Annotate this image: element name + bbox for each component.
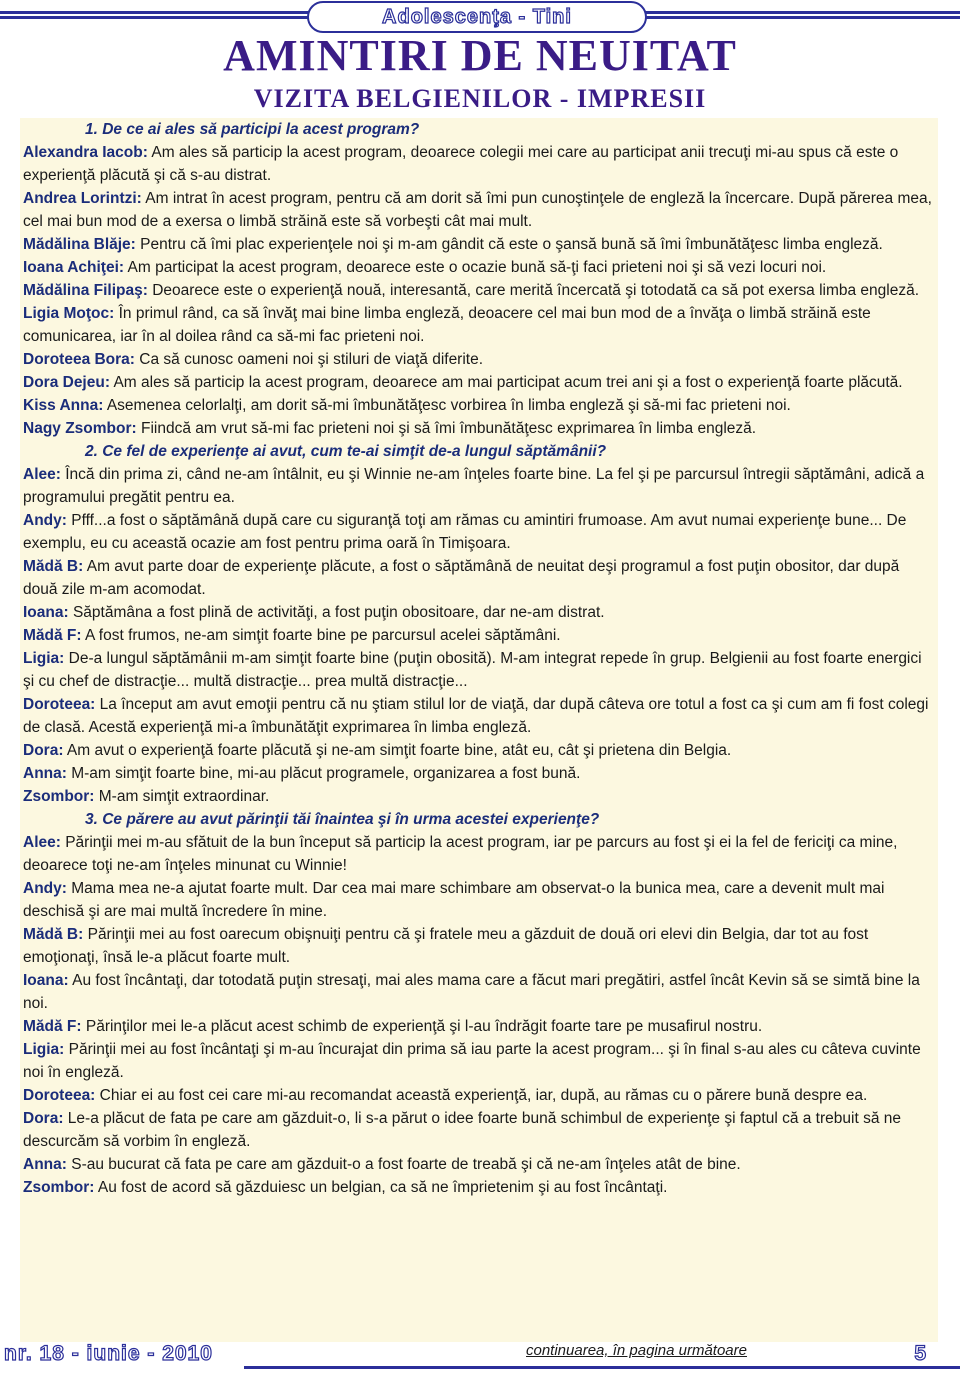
question-3: 3. Ce părere au avut părinţii tăi înaintea şi în urma acestei experienţe?: [85, 811, 600, 828]
respondent-name: Mădă B:: [23, 558, 84, 575]
answer-paragraph: [23, 624, 936, 647]
answer-text: Ca să cunosc oameni noi şi stiluri de viaţă diferite.: [134, 351, 484, 368]
answer-text: În primul rând, ca să învăţ mai bine limba engleză, deoacere cel mai bun mod de a învăţa o limbă străină este comunicarea, iar în al doilea rând ca să-mi fac prieteni noi.: [23, 305, 871, 345]
answer-text: Încă din prima zi, când ne-am întâlnit, eu şi Winnie ne-am înţeles foarte bine. La fel şi pe parcursul întregii săptămâni, adică a programului pregătit pentru ea.: [23, 466, 925, 506]
answer-paragraph: [23, 923, 936, 969]
respondent-name: Zsombor:: [23, 1179, 95, 1196]
respondent-name: Doroteea Bora:: [23, 351, 135, 368]
respondent-name: Mădă F:: [23, 627, 82, 644]
respondent-name: Mădălina Filipaş:: [23, 282, 148, 299]
respondent-name: Ioana Achiţei:: [23, 259, 125, 276]
answer-paragraph: [23, 1153, 936, 1176]
answer-paragraph: [23, 785, 936, 808]
answer-paragraph: [23, 601, 936, 624]
answers-2: [23, 463, 936, 808]
respondent-name: Mădălina Blăje:: [23, 236, 136, 253]
respondent-name: Alee:: [23, 834, 61, 851]
answer-text: M-am simţit extraordinar.: [94, 788, 270, 805]
footer: [0, 1342, 960, 1372]
respondent-name: Andy:: [23, 512, 67, 529]
answer-text: Au fost de acord să găzduiesc un belgian, ca să ne împrietenim şi au fost încântaţi.: [94, 1179, 668, 1196]
answer-paragraph: [23, 1015, 936, 1038]
answer-paragraph: [23, 1107, 936, 1153]
respondent-name: Andy:: [23, 880, 67, 897]
respondent-name: Kiss Anna:: [23, 397, 104, 414]
answer-text: Am ales să particip la acest program, deoarece am mai participat acum trei ani şi a fost o experienţă foarte plăcută.: [110, 374, 903, 391]
answer-paragraph: [23, 555, 936, 601]
answer-text: Am avut parte doar de experienţe plăcute, a fost o săptămână de neuitat deşi programul a fost puţin obositor, dar după două zile m-am acomodat.: [23, 558, 900, 598]
answer-text: Părinţilor mei le-a plăcut acest schimb de experienţă şi l-au îndrăgit foarte tare pe musafirul nostru.: [81, 1018, 763, 1035]
answer-paragraph: [23, 739, 936, 762]
answer-paragraph: [23, 969, 936, 1015]
answer-text: Am intrat în acest program, pentru că am dorit să îmi pun cunoştinţele de engleză la încercare. După părerea mea, cel mai bun mod de a exersa o limbă străină este să vorbeşti cât mai mult.: [23, 190, 932, 230]
respondent-name: Dora:: [23, 742, 64, 759]
answer-paragraph: [23, 463, 936, 509]
answer-paragraph: [23, 302, 936, 348]
section-badge: [307, 1, 647, 33]
issue-label: nr. 18 - iunie - 2010: [4, 1342, 213, 1365]
answers-3: [23, 831, 936, 1199]
answer-text: Am avut o experienţă foarte plăcută şi ne-am simţit foarte bine, atât eu, cât şi prietena din Belgia.: [63, 742, 732, 759]
answer-paragraph: [23, 693, 936, 739]
respondent-name: Ligia Moţoc:: [23, 305, 115, 322]
answer-paragraph: [23, 256, 936, 279]
answer-paragraph: [23, 394, 936, 417]
answer-text: Chiar ei au fost cei care mi-au recomandat această experienţă, iar, după, au rămas cu o părere bună despre ea.: [95, 1087, 868, 1104]
answer-text: La început am avut emoţii pentru că nu ştiam stilul lor de viaţă, dar după câteva ore totul a fost ca şi cum am fi fost colegi de clasă. Acestă experienţă mi-a îmbunătăţit exprimarea în limba engleză.: [23, 696, 929, 736]
answers-1: [23, 141, 936, 440]
answer-paragraph: [23, 141, 936, 187]
respondent-name: Anna:: [23, 765, 67, 782]
respondent-name: Ioana:: [23, 604, 69, 621]
answer-paragraph: [23, 1084, 936, 1107]
respondent-name: Alee:: [23, 466, 61, 483]
answer-text: Săptămâna a fost plină de activităţi, a fost puţin obositoare, dar ne-am distrat.: [68, 604, 605, 621]
answer-paragraph: [23, 509, 936, 555]
page-title: AMINTIRI DE NEUITAT: [223, 31, 737, 80]
respondent-name: Ligia:: [23, 1041, 65, 1058]
section-label: Adolescenţa - Tini: [382, 5, 572, 28]
answer-text: A fost frumos, ne-am simţit foarte bine pe parcursul acelei săptămâni.: [81, 627, 561, 644]
answer-text: Asemenea celorlalţi, am dorit să-mi îmbunătăţesc vorbirea în limba engleză şi să-mi fac prieteni noi.: [103, 397, 791, 414]
answer-text: Pentru că îmi plac experienţele noi şi m-am gândit că este o şansă bună să îmi îmbunătăţesc limba engleză.: [135, 236, 883, 253]
answer-paragraph: [23, 877, 936, 923]
answer-paragraph: [23, 371, 936, 394]
respondent-name: Doroteea:: [23, 696, 96, 713]
answer-text: Părinţii mei m-au sfătuit de la bun început să particip la acest program, iar pe parcurs au fost şi ei la fel de fericiţi ca mine, deoarece toţi ne-am înţeles minunat cu Winnie!: [23, 834, 898, 874]
respondent-name: Andrea Lorintzi:: [23, 190, 142, 207]
article-body: [20, 118, 938, 1342]
continuation-link[interactable]: continuarea, în pagina următoare: [526, 1342, 747, 1359]
page-subtitle: VIZITA BELGIENILOR - IMPRESII: [253, 84, 707, 113]
respondent-name: Dora:: [23, 1110, 64, 1127]
answer-paragraph: [23, 762, 936, 785]
answer-text: M-am simţit foarte bine, mi-au plăcut programele, organizarea a fost bună.: [66, 765, 581, 782]
respondent-name: Dora Dejeu:: [23, 374, 110, 391]
page-number: 5: [914, 1342, 926, 1365]
answer-paragraph: [23, 279, 936, 302]
respondent-name: Doroteea:: [23, 1087, 96, 1104]
answer-paragraph: [23, 1038, 936, 1084]
answer-text: Au fost încântaţi, dar totodată puţin stresaţi, mai ales mama care a făcut mari pregătiri, astfel încât Kevin să se simtă bine la noi.: [23, 972, 920, 1012]
answer-text: De-a lungul săptămânii m-am simţit foarte bine (puţin obosită). M-am integrat repede în grup. Belgienii au fost foarte energici şi cu chef de distracţie... multă distracţie... prea multă distracţie...: [23, 650, 922, 690]
answer-paragraph: [23, 187, 936, 233]
question-2: 2. Ce fel de experienţe ai avut, cum te-ai simţit de-a lungul săptămânii?: [85, 443, 607, 460]
footer-rule: [244, 1366, 960, 1369]
respondent-name: Alexandra Iacob:: [23, 144, 148, 161]
question-1: 1. De ce ai ales să participi la acest program?: [85, 121, 420, 138]
respondent-name: Zsombor:: [23, 788, 95, 805]
answer-text: Deoarece este o experienţă nouă, interesantă, care merită încercată şi totodată ca să pot exersa limba engleză.: [147, 282, 920, 299]
answer-text: Părinţii mei au fost oarecum obişnuiţi pentru că şi fratele meu a găzduit de două ori elevi din Belgia, dar tot au fost emoţionaţi, însă le-a plăcut foarte mult.: [23, 926, 869, 966]
answer-paragraph: [23, 348, 936, 371]
answer-text: Am ales să particip la acest program, deoarece colegii mei care au participat anii trecuţi mi-au spus că este o experienţă plăcută şi că s-au distrat.: [23, 144, 899, 184]
answer-text: Am participat la acest program, deoarece este o ocazie bună să-ţi faci prieteni noi şi să vezi locuri noi.: [124, 259, 827, 276]
answer-text: Le-a plăcut de fata pe care am găzduit-o, li s-a părut o idee foarte bună schimbul de experienţe şi faptul că a trebuit să ne descurcăm să vorbim în engleză.: [23, 1110, 901, 1150]
answer-paragraph: [23, 831, 936, 877]
respondent-name: Nagy Zsombor:: [23, 420, 137, 437]
answer-paragraph: [23, 1176, 936, 1199]
respondent-name: Mădă B:: [23, 926, 84, 943]
answer-text: Părinţii mei au fost încântaţi şi m-au încurajat din prima să iau parte la acest program... şi în final s-au ales cu câteva cuvinte noi în engleză.: [23, 1041, 921, 1081]
answer-text: Fiindcă am vrut să-mi fac prieteni noi şi să îmi îmbunătăţesc exprimarea în limba engleză.: [136, 420, 757, 437]
answer-text: Mama mea ne-a ajutat foarte mult. Dar cea mai mare schimbare am observat-o la bunica mea, care a devenit mult mai deschisă şi are mai multă încredere în mine.: [23, 880, 885, 920]
respondent-name: Anna:: [23, 1156, 67, 1173]
respondent-name: Ioana:: [23, 972, 69, 989]
answer-paragraph: [23, 647, 936, 693]
answer-paragraph: [23, 417, 936, 440]
answer-text: S-au bucurat că fata pe care am găzduit-o a fost foarte de treabă şi că ne-am înţeles atât de bine.: [66, 1156, 741, 1173]
respondent-name: Mădă F:: [23, 1018, 82, 1035]
respondent-name: Ligia:: [23, 650, 65, 667]
answer-paragraph: [23, 233, 936, 256]
answer-text: Pfff...a fost o săptămână după care cu siguranţă toţi am rămas cu amintiri frumoase. Am avut numai experienţe bune... De exemplu, eu cu această ocazie am fost pentru prima oară în Timişoara.: [23, 512, 907, 552]
